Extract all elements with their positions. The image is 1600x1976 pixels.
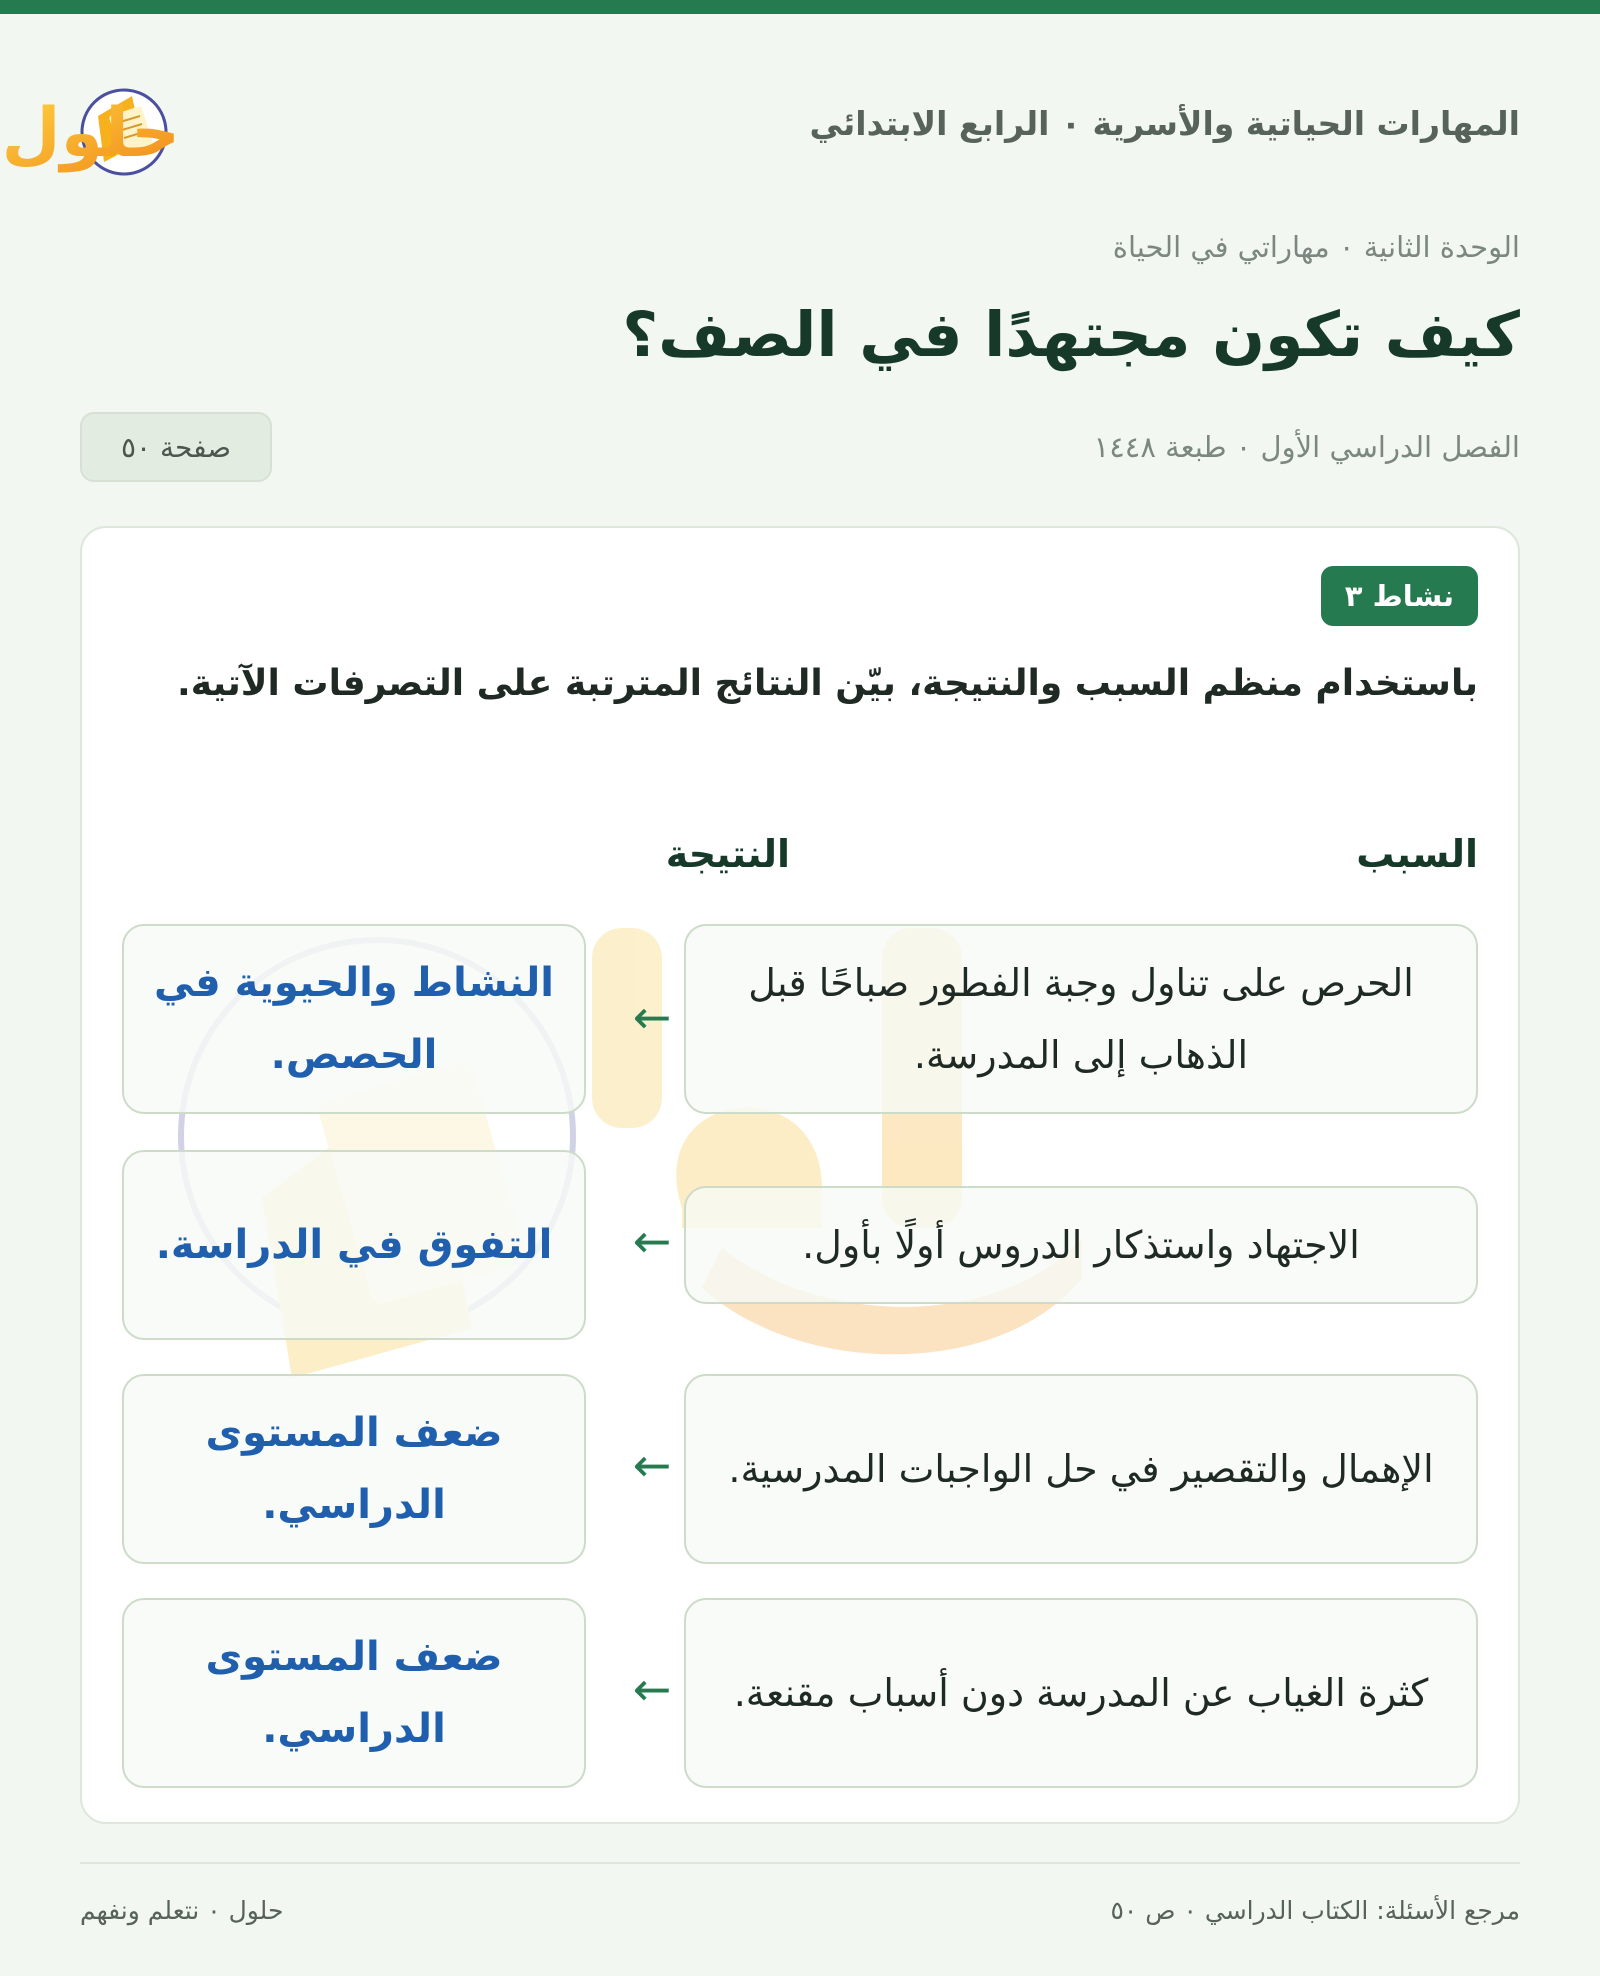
activity-instruction: باستخدام منظم السبب والنتيجة، بيّن النتائج المترتبة على التصرفات الآتية. [177, 663, 1478, 704]
cause-box: كثرة الغياب عن المدرسة دون أسباب مقنعة. [684, 1598, 1478, 1788]
cause-box: الاجتهاد واستذكار الدروس أولًا بأول. [684, 1186, 1478, 1304]
subject-title: المهارات الحياتية والأسرية ٠ الرابع الابتدائي [809, 104, 1520, 143]
term-edition: الفصل الدراسي الأول ٠ طبعة ١٤٤٨ [1093, 430, 1520, 464]
result-column-header: النتيجة [665, 832, 790, 876]
arrow-icon: ← [632, 1214, 672, 1268]
header [1, 70, 1520, 180]
footer-tagline: حلول ٠ نتعلم ونفهم [80, 1896, 284, 1925]
cause-column-header: السبب [1356, 832, 1478, 876]
cause-box: الإهمال والتقصير في حل الواجبات المدرسية. [684, 1374, 1478, 1564]
result-answer-box[interactable]: ضعف المستوى الدراسي. [122, 1374, 586, 1564]
page-title: كيف تكون مجتهدًا في الصف؟ [622, 298, 1520, 371]
arrow-icon: ← [632, 990, 672, 1044]
footer-divider [80, 1862, 1520, 1864]
result-answer-box[interactable]: النشاط والحيوية في الحصص. [122, 924, 586, 1114]
arrow-icon: ← [632, 1662, 672, 1716]
activity-number-tag: نشاط ٣ [1321, 566, 1478, 626]
top-accent-bar [0, 0, 1600, 14]
logo-wordmark: حلول [1, 94, 180, 173]
footer-reference: مرجع الأسئلة: الكتاب الدراسي ٠ ص ٥٠ [1110, 1896, 1520, 1925]
activity-card [80, 526, 1520, 1824]
unit-breadcrumb: الوحدة الثانية ٠ مهاراتي في الحياة [1112, 230, 1520, 264]
cause-box: الحرص على تناول وجبة الفطور صباحًا قبل الذهاب إلى المدرسة. [684, 924, 1478, 1114]
result-answer-box[interactable]: التفوق في الدراسة. [122, 1150, 586, 1340]
arrow-icon: ← [632, 1438, 672, 1492]
result-answer-box[interactable]: ضعف المستوى الدراسي. [122, 1598, 586, 1788]
page-number-badge: صفحة ٥٠ [80, 412, 272, 482]
hulul-logo[interactable] [1, 70, 370, 180]
